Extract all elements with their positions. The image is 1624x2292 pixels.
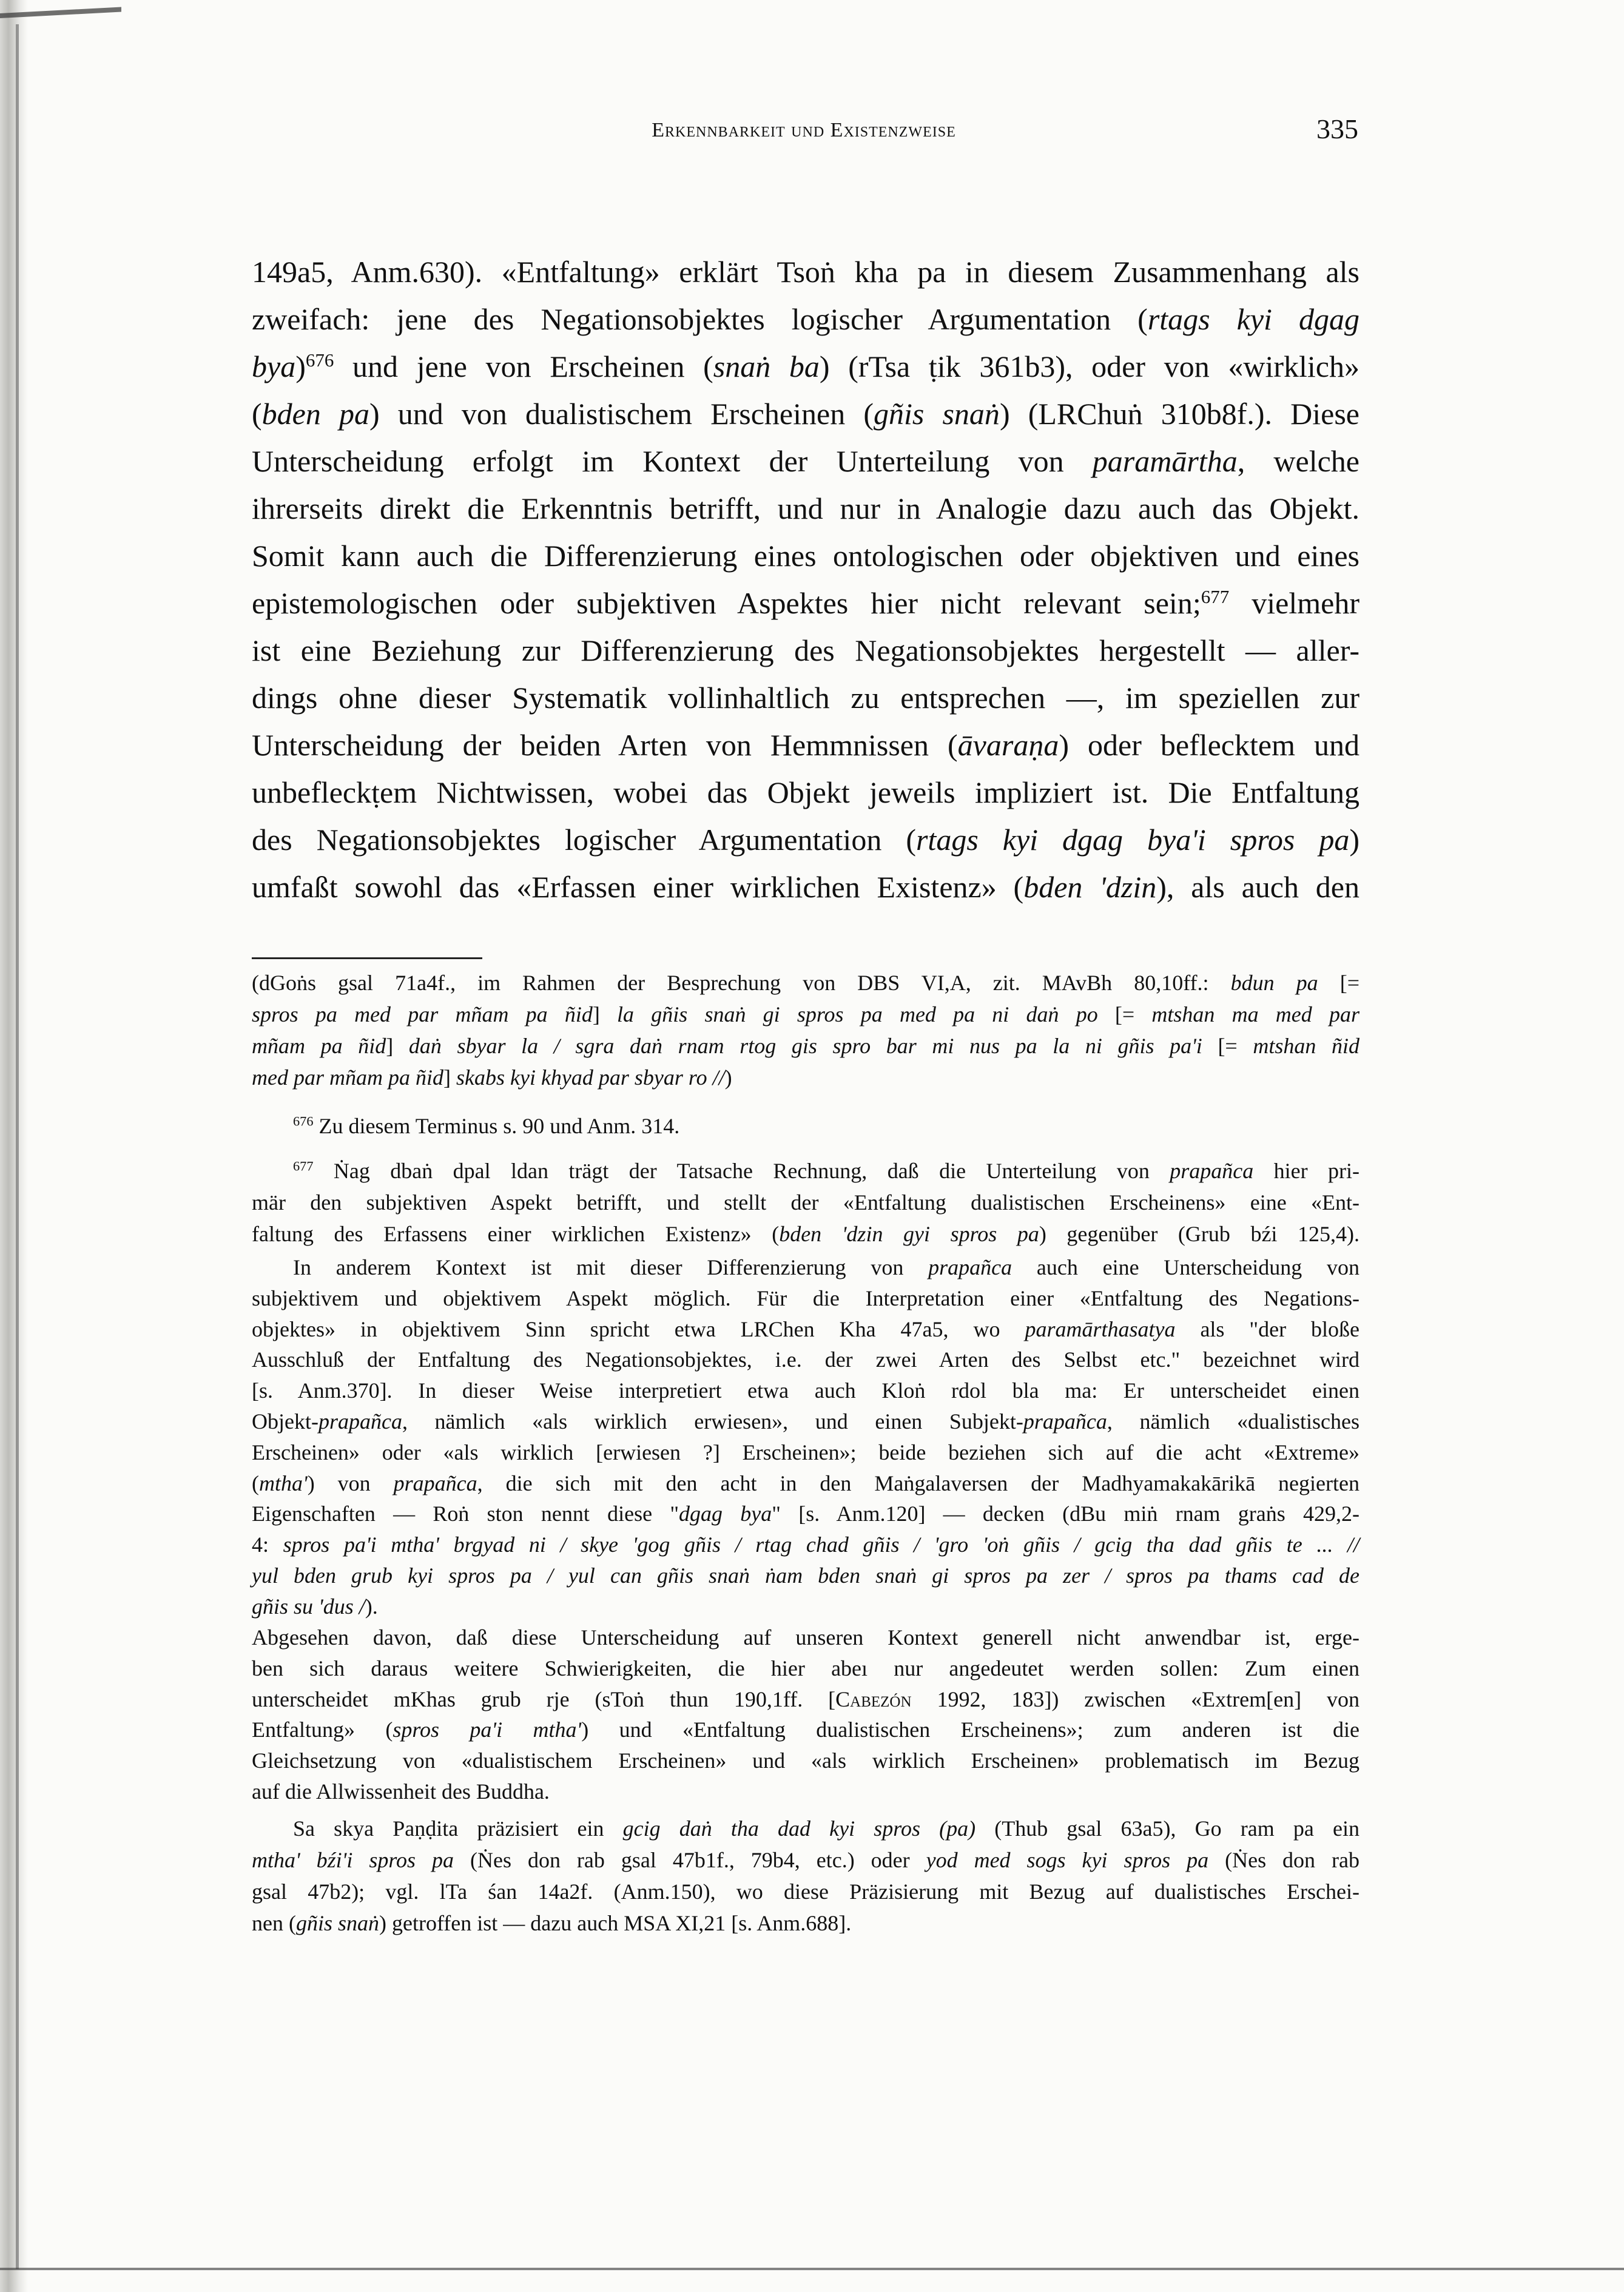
text-run: [s. Anm.370]. In dieser Weise interpretiert etwa auch Kloṅ rdol bla ma: Er unterscheidet einen [252,1378,1360,1403]
text-line [252,1218,1360,1250]
italic-term: spros pa med par mñam pa ñid [252,1002,593,1026]
text-line [252,1844,1360,1876]
line-content [252,1529,1360,1560]
text-line [252,1498,1360,1529]
italic-term: la gñis snaṅ gi spros pa med pa ni daṅ po [617,1002,1098,1026]
page-number: 335 [1316,113,1358,144]
italic-term: rtags kyi dgag [1147,302,1360,336]
text-line [252,721,1360,769]
text-run: ben sich daraus weitere Schwierigkeiten, die hier abeı nur angedeutet werden sollen: Zum einen [252,1656,1360,1680]
line-content [252,248,1360,295]
footnote-continued [252,967,1360,1093]
text-run: , nämlich «dualistisches [1107,1409,1360,1434]
line-content [252,1030,1360,1062]
footnote-677-paragraph-2 [252,1252,1360,1622]
line-content [252,674,1360,721]
line-content [252,1375,1360,1406]
line-content [252,1498,1360,1529]
text-run: (Thub gsal 63a5), Go ram pa ein [975,1816,1360,1841]
italic-term: paramārtha [1092,444,1238,478]
text-run: Abgesehen davon, daß diese Unterscheidung auf unseren Kontext generell nicht anwendbar ist, erge- [252,1625,1360,1650]
line-content [252,1283,1360,1314]
text-run: Objekt- [252,1409,318,1434]
text-line [252,1437,1360,1468]
text-line [252,485,1360,532]
text-run: auch eine Unterscheidung von [1012,1255,1360,1279]
line-content [252,343,1360,390]
text-run: auf die Allwissenheit des Buddha. [252,1779,550,1804]
text-run: ) und «Entfaltung dualistischen Erscheinens»; zum anderen ist die [581,1717,1360,1742]
author-name: Cabezón [835,1687,912,1711]
text-run: ) [724,1065,732,1090]
line-content [252,1622,1360,1653]
text-run: als "der bloße [1175,1316,1360,1341]
text-run: faltung des Erfassens einer wirklichen Existenz» ( [252,1222,780,1246]
text-run: Ṅag dbaṅ dpal ldan trägt der Tatsache Rechnung, daß die Unterteilung von [313,1159,1170,1183]
text-run: Unterscheidung erfolgt im Kontext der Unterteilung von [252,444,1093,478]
text-run: ihrerseits direkt die Erkenntnis betrifft, und nur in Analogie dazu auch das Objekt. [252,491,1360,525]
footnote-separator [252,957,482,959]
footnote-676 [252,1110,1360,1142]
text-run: [= [1202,1034,1253,1058]
text-run: umfaßt sowohl das «Erfassen einer wirklichen Existenz» ( [252,870,1024,904]
line-content [252,1468,1360,1499]
scan-bottom-edge [0,2268,1624,2270]
line-content [252,816,1360,863]
text-run: ) [295,349,306,383]
line-content [252,1437,1360,1468]
text-run: nen ( [252,1911,296,1935]
text-line [252,532,1360,579]
text-run: und jene von Erscheinen ( [334,349,713,383]
line-content [293,1110,679,1142]
text-run: Erscheinen» oder «als wirklich [erwiesen ?] Erscheinen»; beide beziehen sich auf die acht «Extreme» [252,1440,1360,1465]
line-content [252,1876,1360,1907]
text-line [252,1591,1360,1622]
text-run: In anderem Kontext ist mit dieser Differenzierung von [293,1255,929,1279]
text-run: vielmehr [1229,586,1360,620]
italic-term: mtha' [259,1471,308,1495]
text-run: Gleichsetzung von «dualistischem Erscheinen» und «als wirklich Erscheinen» problematisch im Bezug [252,1748,1360,1773]
main-text [252,248,1360,911]
italic-term: prapañca [393,1471,477,1495]
text-run: ), als auch den [1156,870,1360,904]
line-content [252,579,1360,627]
text-line [252,1314,1360,1345]
line-content [252,1684,1360,1715]
italic-term: bdun pa [1230,971,1318,995]
italic-term: mñam pa ñid [252,1034,386,1058]
scan-binding-edge [16,24,19,2269]
italic-term: gñis snaṅ [874,397,1000,431]
text-line [252,1813,1360,1844]
footnote-ref: 676 [305,349,334,371]
text-run: ] [592,1002,618,1026]
text-run: Zu diesem Terminus s. 90 und Anm. 314. [313,1114,680,1138]
text-run: Ausschluß der Entfaltung des Negationsobjektes, i.e. der zwei Arten des Selbst etc." bezeichnet wird [252,1347,1360,1372]
italic-term: mtha' bźi'i spros pa [252,1848,454,1872]
footnote-677-paragraph-3 [252,1622,1360,1807]
italic-term: āvaraṇa [957,728,1059,762]
line-content [252,1218,1360,1250]
italic-term: rtags kyi dgag bya'i spros pa [915,823,1350,857]
line-content [252,1187,1360,1218]
text-run: ) von [307,1471,394,1495]
text-run: Unterscheidung der beiden Arten von Hemmnissen ( [252,728,958,762]
text-line [252,1653,1360,1684]
text-run: ) und von dualistischem Erscheinen ( [369,397,874,431]
line-content [252,1714,1360,1745]
text-line [252,1529,1360,1560]
italic-term: spros pa'i mtha' [393,1717,582,1742]
line-content [252,1560,1360,1591]
italic-term: gcig daṅ tha dad kyi spros (pa) [622,1816,976,1841]
text-run: des Negationsobjektes logischer Argumentation ( [252,823,916,857]
text-run: ) gegenüber (Grub bźi 125,4). [1039,1222,1360,1246]
line-content [252,1062,732,1093]
text-run: unterscheidet mKhas grub rje (sToṅ thun 190,1ff. [ [252,1687,836,1711]
text-line [252,343,1360,390]
text-run: [= [1318,971,1360,995]
text-line [252,1622,1360,1653]
text-line [252,967,1360,999]
italic-term: prapañca [1170,1159,1254,1183]
line-content [252,390,1360,437]
line-content [293,1252,1360,1283]
text-line [252,863,1360,911]
text-run: , die sich mit den acht in den Maṅgalaversen der Madhyamakakārikā negierten [477,1471,1360,1495]
text-line [252,1714,1360,1745]
text-run: , nämlich «als wirklich erwiesen», und einen Subjekt- [402,1409,1023,1434]
text-run: unbefleckṭem Nichtwissen, wobei das Objekt jeweils impliziert ist. Die Entfaltung [252,775,1360,809]
line-content [252,721,1360,769]
text-line [252,1155,1360,1187]
text-run: Somit kann auch die Differenzierung eines ontologischen oder objektiven und eines [252,539,1360,573]
text-line [252,1560,1360,1591]
italic-term: bden pa [261,397,369,431]
text-run: 4: [252,1532,283,1557]
text-run: epistemologischen oder subjektiven Aspektes hier nicht relevant sein; [252,586,1201,620]
text-line [252,1406,1360,1437]
text-run: 149a5, Anm.630). «Entfaltung» erklärt Tsoṅ kha pa in diesem Zusammenhang als [252,255,1360,289]
italic-term: skabs kyi khyad par sbyar ro // [456,1065,725,1090]
footnote-677 [252,1155,1360,1250]
italic-term: snaṅ ba [713,349,820,383]
italic-term: prapañca [318,1409,402,1434]
italic-term: yod med sogs kyi spros pa [926,1848,1209,1872]
text-run: (Ṅes don rab gsal 47b1f., 79b4, etc.) oder [454,1848,926,1872]
line-content [252,485,1360,532]
text-line [252,816,1360,863]
line-content [252,1653,1360,1684]
text-run: " [s. Anm.120] — decken (dBu miṅ rnam graṅs 429,2- [772,1502,1360,1526]
text-run: gsal 47b2); vgl. lTa śan 14a2f. (Anm.150), wo diese Präzisierung mit Bezug auf dualistisches Erschei- [252,1879,1360,1904]
line-content [252,532,1360,579]
italic-term: bden 'dzin [1023,870,1157,904]
italic-term: dgag bya [679,1502,772,1526]
line-content [252,1844,1360,1876]
text-line [252,1283,1360,1314]
text-line [252,1776,1360,1807]
text-run: ( [252,397,262,431]
text-run: ) [1349,823,1360,857]
line-content [252,627,1360,674]
text-line [252,1187,1360,1218]
line-content [252,1745,1360,1776]
running-head: Erkennbarkeit und Existenzweise [652,119,956,141]
line-content [252,999,1360,1030]
text-line [252,999,1360,1030]
italic-term: prapañca [928,1255,1012,1279]
footnote-ref: 677 [1201,585,1230,607]
italic-term: mtshan ñid [1253,1034,1360,1058]
text-line [252,1375,1360,1406]
line-content [252,769,1360,816]
line-content [252,967,1360,999]
line-content [252,863,1360,911]
line-content [252,1776,550,1807]
text-run: mär den subjektiven Aspekt betrifft, und stellt der «Entfaltung dualistischen Erscheinens» eine «Ent- [252,1190,1360,1215]
text-line [252,579,1360,627]
italic-term: spros pa'i mtha' brgyad ni / skye 'gog gñis / rtag chad gñis / 'gro 'oṅ gñis / gcig tha dad gñis te ... // [283,1532,1360,1557]
text-run: zweifach: jene des Negationsobjektes logischer Argumentation ( [252,302,1148,336]
italic-term: prapañca [1023,1409,1107,1434]
text-line [252,1252,1360,1283]
text-line [252,248,1360,295]
text-line [252,1876,1360,1907]
line-content [252,1907,851,1939]
italic-term: med par mñam pa ñid [252,1065,443,1090]
text-run: hier pri- [1253,1159,1360,1183]
text-run: ] [386,1034,409,1058]
text-run: Sa skya Paṇḍita präzisiert ein [293,1816,623,1841]
text-line [252,1684,1360,1715]
text-run: ) oder beflecktem und [1059,728,1360,762]
line-content [293,1155,1360,1187]
text-line [252,1110,1360,1142]
text-run: Eigenschaften — Roṅ ston nennt diese " [252,1502,679,1526]
scan-binding-shadow [0,0,28,2292]
footnote-ref: 676 [293,1113,314,1129]
text-line [252,1745,1360,1776]
footnote-ref: 677 [293,1158,314,1174]
text-run: ). [365,1594,378,1619]
text-line [252,1062,1360,1093]
line-content [252,437,1360,485]
footnote-677-paragraph-4 [252,1813,1360,1939]
italic-term: gñis su 'dus / [252,1594,365,1619]
text-run: ) getroffen ist — dazu auch MSA XI,21 [s. Anm.688]. [379,1911,852,1935]
line-content [252,1406,1360,1437]
text-run: , welche [1237,444,1360,478]
text-run: ( [252,1471,259,1495]
text-run: Entfaltung» ( [252,1717,393,1742]
text-run: ) (rTsa ṭik 361b3), oder von «wirklich» [819,349,1360,383]
text-run: dings ohne dieser Systematik vollinhaltlich zu entsprechen —, im speziellen zur [252,681,1360,715]
text-line [252,627,1360,674]
italic-term: bya [252,349,296,383]
text-line [252,390,1360,437]
line-content [252,1344,1360,1375]
text-run: (dGoṅs gsal 71a4f., im Rahmen der Besprechung von DBS VI,A, zit. MAvBh 80,10ff.: [252,971,1231,995]
text-run: ] [443,1065,456,1090]
italic-term: daṅ sbyar la / sgra daṅ rnam rtog gis spro bar mi nus pa la ni gñis pa'i [408,1034,1202,1058]
text-run: ist eine Beziehung zur Differenzierung des Negationsobjektes hergestellt — aller- [252,633,1360,667]
text-line [252,295,1360,343]
text-run: 1992, 183]) zwischen «Extrem[en] von [911,1687,1360,1711]
text-line [252,437,1360,485]
text-line [252,1468,1360,1499]
text-line [252,674,1360,721]
italic-term: mtshan ma med par [1151,1002,1360,1026]
line-content [252,1591,378,1622]
text-line [252,1344,1360,1375]
italic-term: gñis snaṅ [295,1911,379,1935]
text-line [252,1030,1360,1062]
line-content [252,295,1360,343]
text-line [252,769,1360,816]
text-line [252,1907,1360,1939]
italic-term: paramārthasatya [1025,1316,1176,1341]
text-run: subjektivem und objektivem Aspekt möglich. Für die Interpretation einer «Entfaltung des Negations- [252,1286,1360,1310]
line-content [293,1813,1360,1844]
text-run: (Ṅes don rab [1208,1848,1360,1872]
text-run: [= [1097,1002,1152,1026]
line-content [252,1314,1360,1345]
text-run: objektes» in objektivem Sinn spricht etwa LRChen Kha 47a5, wo [252,1316,1025,1341]
italic-term: bden 'dzin gyi spros pa [779,1222,1039,1246]
text-run: ) (LRChuṅ 310b8f.). Diese [999,397,1360,431]
italic-term: yul bden grub kyi spros pa / yul can gñis snaṅ ṅam bden snaṅ gi spros pa zer / spros pa thams cad de [252,1563,1360,1588]
